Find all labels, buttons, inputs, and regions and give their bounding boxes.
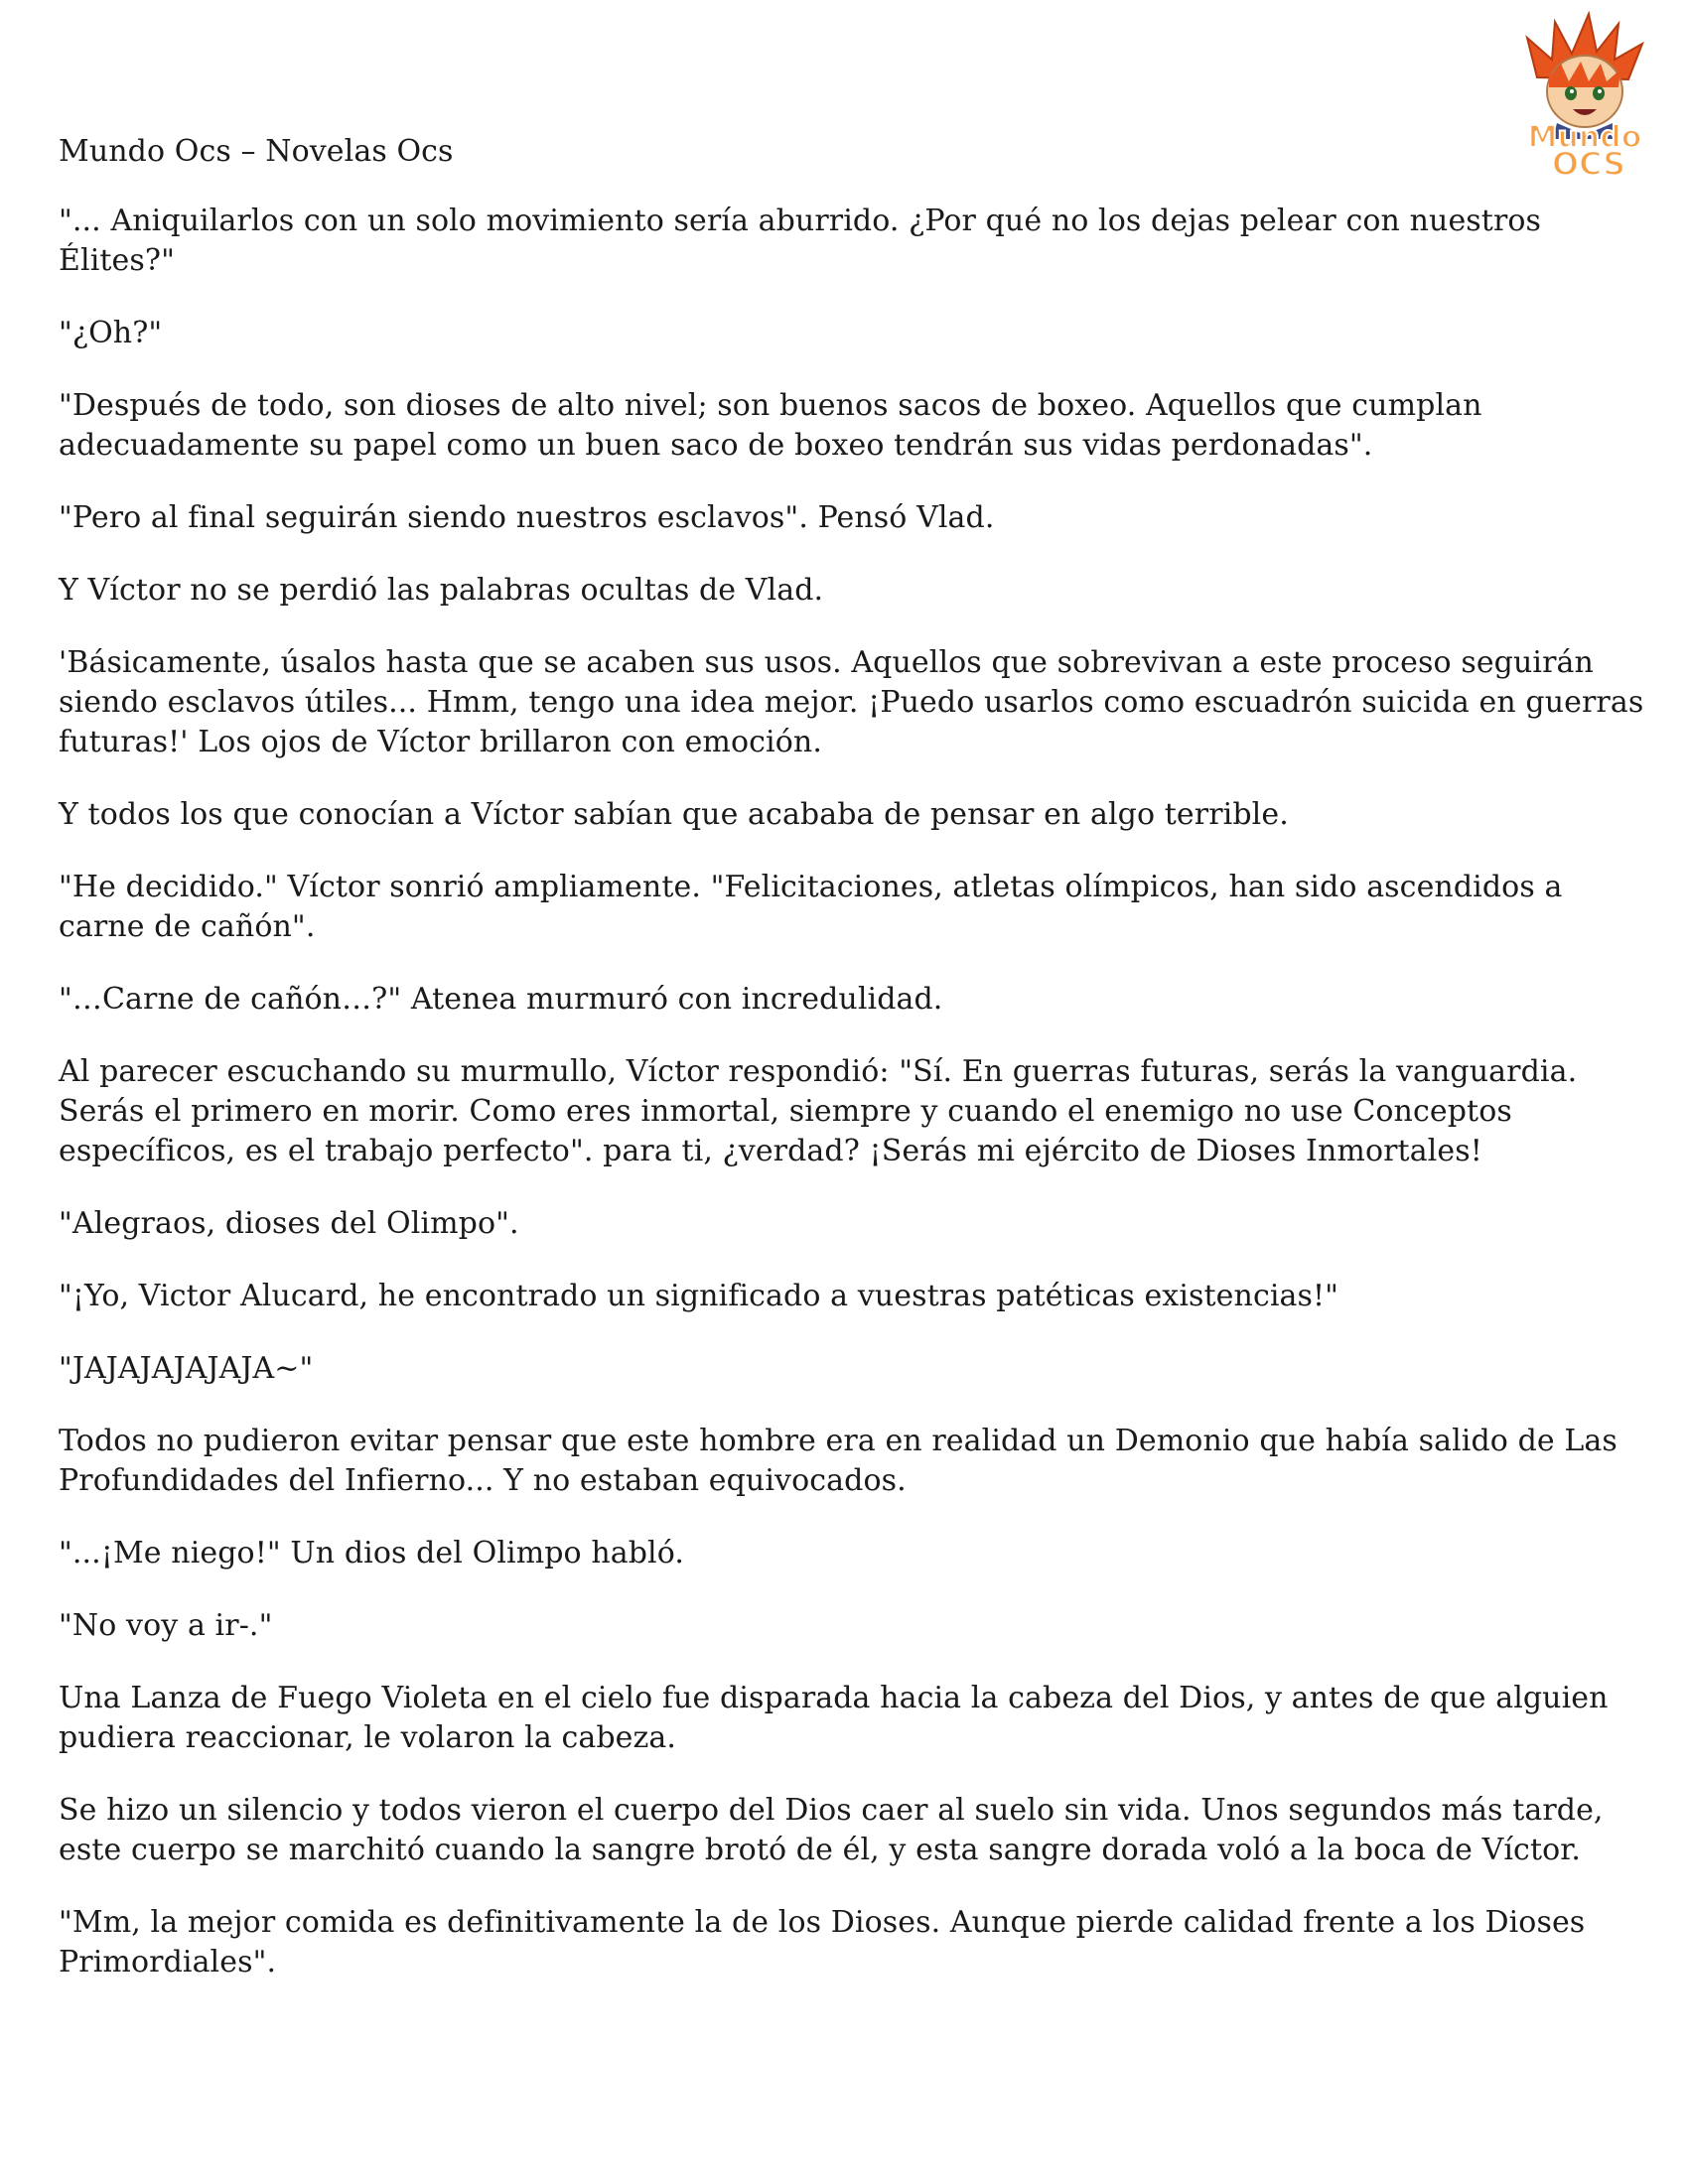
paragraph: Se hizo un silencio y todos vieron el cuerpo del Dios caer al suelo sin vida. Unos segundos más tarde, este cuerpo se marchitó cuando la sangre brotó de él, y esta sangre dorada voló a la boca de Víctor. — [59, 1793, 1604, 1867]
paragraph: Al parecer escuchando su murmullo, Víctor respondió: "Sí. En guerras futuras, serás la vanguardia. Serás el primero en morir. Como eres inmortal, siempre y cuando el enemigo no use Conceptos específicos, es el trabajo perfecto". para ti, ¿verdad? ¡Serás mi ejército de Dioses Inmortales! — [59, 1054, 1578, 1168]
paragraph: Y todos los que conocían a Víctor sabían que acababa de pensar en algo terrible. — [59, 797, 1289, 832]
paragraph: "No voy a ir-." — [59, 1608, 273, 1643]
mundo-ocs-logo-icon — [1497, 8, 1672, 183]
paragraph: "…Carne de cañón…?" Atenea murmuró con incredulidad. — [59, 982, 943, 1017]
paragraph: "Después de todo, son dioses de alto nivel; son buenos sacos de boxeo. Aquellos que cumplan adecuadamente su papel como un buen saco de boxeo tendrán sus vidas perdonadas". — [59, 388, 1482, 463]
paragraph: "Pero al final seguirán siendo nuestros esclavos". Pensó Vlad. — [59, 500, 995, 535]
paragraph: "Mm, la mejor comida es definitivamente la de los Dioses. Aunque pierde calidad frente a los Dioses Primordiales". — [59, 1905, 1586, 1979]
paragraph: "¡Yo, Victor Alucard, he encontrado un significado a vuestras patéticas existencias!" — [59, 1279, 1339, 1313]
paragraph: "JAJAJAJAJAJA~" — [59, 1351, 314, 1386]
paragraph: "...¡Me niego!" Un dios del Olimpo habló. — [59, 1536, 685, 1570]
mascot-logo-svg — [1497, 8, 1672, 183]
paragraph: "Alegraos, dioses del Olimpo". — [59, 1206, 519, 1241]
logo-word-bottom: OCS — [1551, 145, 1626, 183]
paragraph: Una Lanza de Fuego Violeta en el cielo fue disparada hacia la cabeza del Dios, y antes de que alguien pudiera reaccionar, le volaron la cabeza. — [59, 1681, 1609, 1755]
document-body — [59, 202, 1647, 2015]
paragraph: "¿Oh?" — [59, 316, 163, 350]
document-header-title: Mundo Ocs – Novelas Ocs — [59, 134, 454, 169]
logo-word-top: Mundo — [1527, 120, 1642, 155]
paragraph: Y Víctor no se perdió las palabras ocultas de Vlad. — [59, 573, 824, 608]
paragraph: "He decidido." Víctor sonrió ampliamente. "Felicitaciones, atletas olímpicos, han sido ascendidos a carne de cañón". — [59, 870, 1563, 944]
paragraph: Todos no pudieron evitar pensar que este hombre era en realidad un Demonio que había salido de Las Profundidades del Infierno... Y no estaban equivocados. — [59, 1424, 1618, 1498]
paragraph: "... Aniquilarlos con un solo movimiento sería aburrido. ¿Por qué no los dejas pelear con nuestros Élites?" — [59, 204, 1542, 278]
paragraph: 'Básicamente, úsalos hasta que se acaben sus usos. Aquellos que sobrevivan a este proceso seguirán siendo esclavos útiles... Hmm, tengo una idea mejor. ¡Puedo usarlos como escuadrón suicida en guerras futuras!' Los ojos de Víctor brillaron con emoción. — [59, 645, 1644, 759]
